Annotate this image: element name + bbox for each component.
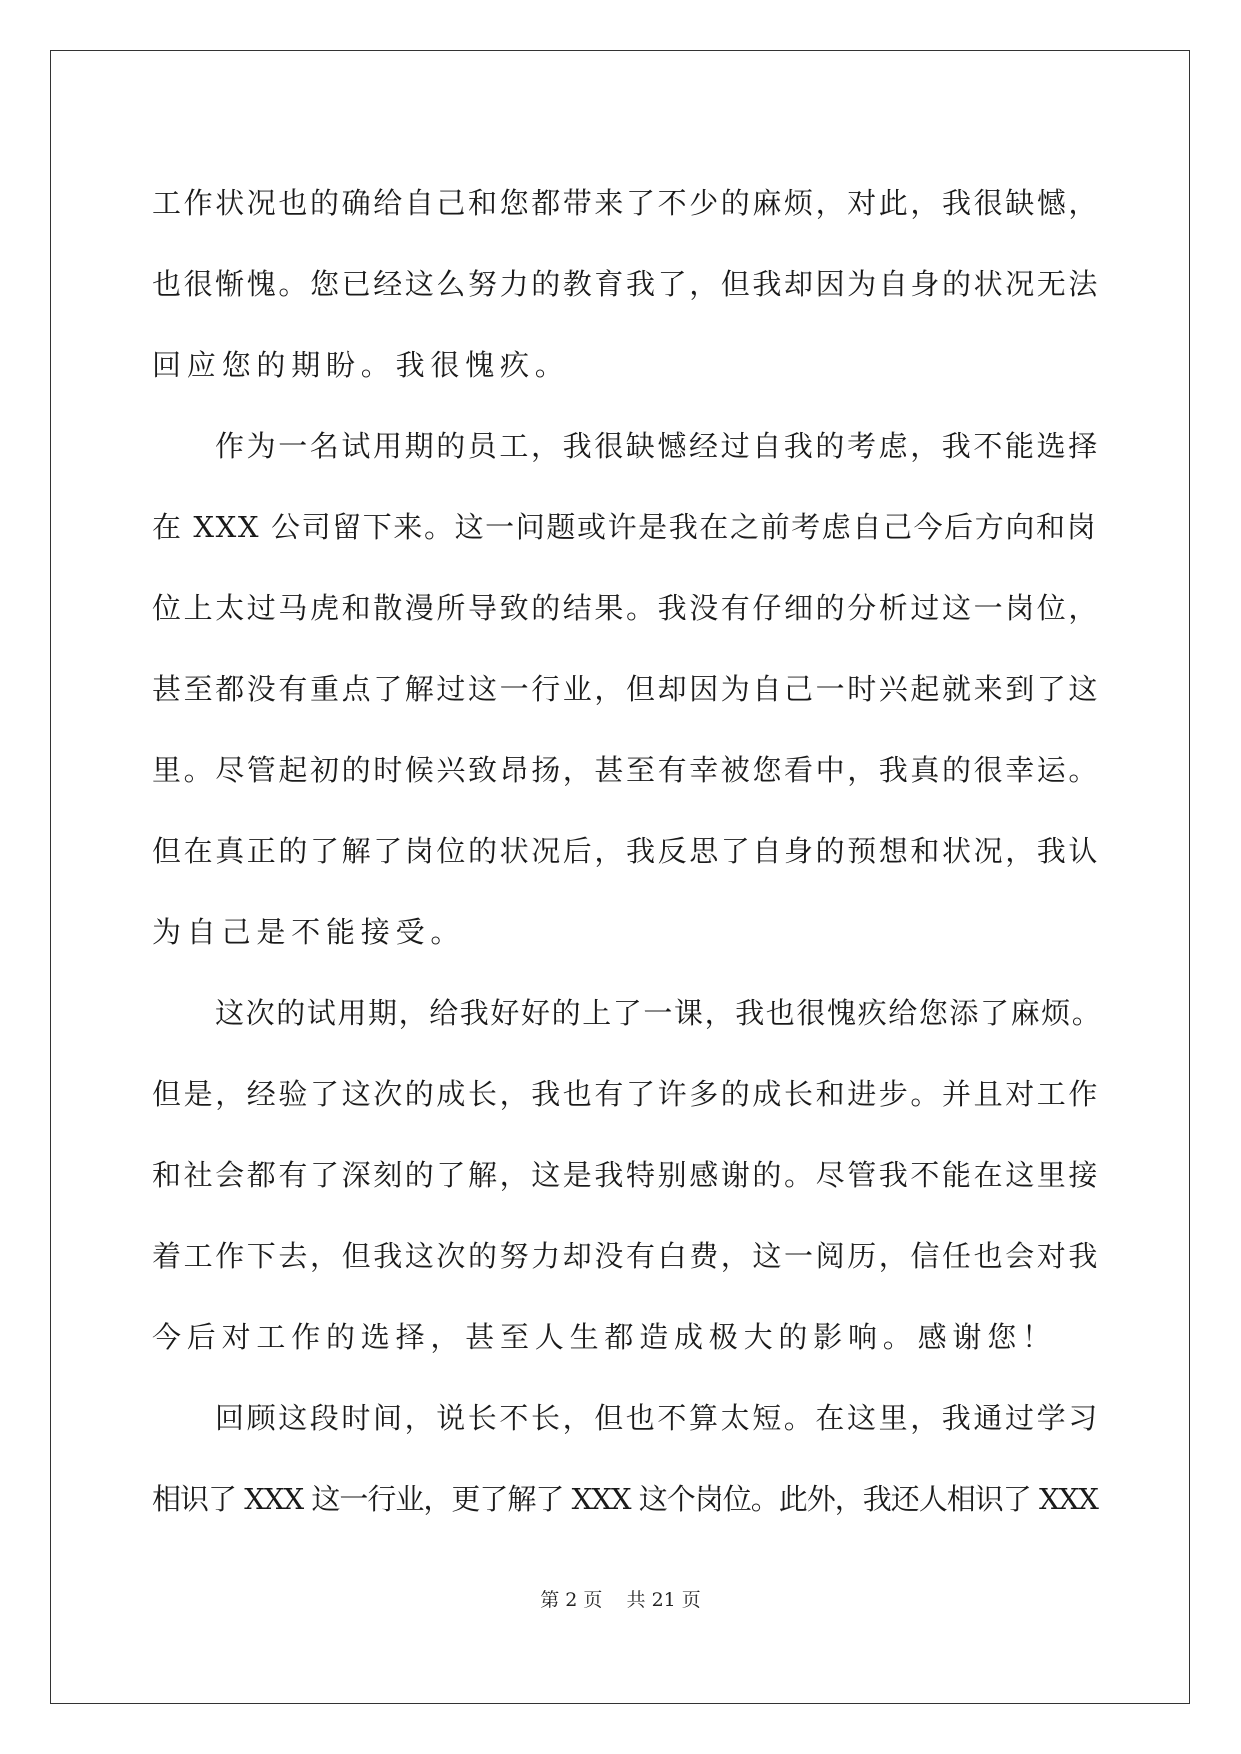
text-line: 在 XXX 公司留下来。这一问题或许是我在之前考虑自己今后方向和岗 — [152, 510, 1098, 544]
text-line: 里。尽管起初的时候兴致昂扬，甚至有幸被您看中，我真的很幸运。 — [152, 753, 1101, 787]
text-line: 相识了 XXX 这一行业，更了解了 XXX 这个岗位。此外，我还人相识了 XXX — [152, 1482, 1098, 1516]
page-number-footer: 第 2 页 共 21 页 — [540, 1589, 701, 1611]
paragraph-first-line: 这次的试用期，给我好好的上了一课，我也很愧疚给您添了麻烦。 — [215, 996, 1103, 1030]
text-line: 为自己是不能接受。 — [152, 915, 466, 949]
document-body — [152, 163, 1102, 1540]
text-line: 着工作下去，但我这次的努力却没有白费，这一阅历，信任也会对我 — [152, 1239, 1101, 1273]
text-line: 和社会都有了深刻的了解，这是我特别感谢的。尽管我不能在这里接 — [152, 1158, 1101, 1192]
text-line: 位上太过马虎和散漫所导致的结果。我没有仔细的分析过这一岗位， — [152, 591, 1101, 625]
paragraph-first-line: 作为一名试用期的员工，我很缺憾经过自我的考虑，我不能选择 — [215, 429, 1100, 463]
text-line: 今后对工作的选择，甚至人生都造成极大的影响。感谢您！ — [152, 1320, 1057, 1354]
text-line: 工作状况也的确给自己和您都带来了不少的麻烦，对此，我很缺憾， — [152, 186, 1101, 220]
paragraph-first-line: 回顾这段时间，说长不长，但也不算太短。在这里，我通过学习 — [215, 1401, 1100, 1435]
text-line: 但是，经验了这次的成长，我也有了许多的成长和进步。并且对工作 — [152, 1077, 1101, 1111]
text-line: 回应您的期盼。我很愧疚。 — [152, 348, 570, 382]
text-line: 甚至都没有重点了解过这一行业，但却因为自己一时兴起就来到了这 — [152, 672, 1101, 706]
text-line: 但在真正的了解了岗位的状况后，我反思了自身的预想和状况，我认 — [152, 834, 1101, 868]
text-line: 也很惭愧。您已经这么努力的教育我了，但我却因为自身的状况无法 — [152, 267, 1101, 301]
